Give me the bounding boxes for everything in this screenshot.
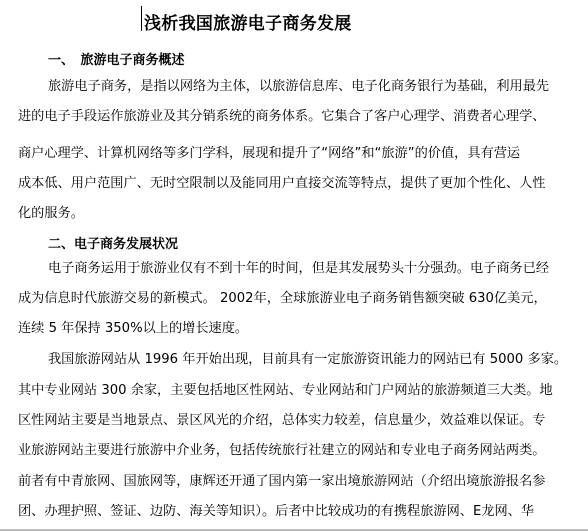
section1-line-5: 化的服务。 <box>18 206 84 221</box>
section2-p2-line-6: 团、办理护照、签证、边防、海关等知识）。后者中比较成功的有携程旅游网、E龙网、华 <box>18 504 535 519</box>
section1-line-1: 旅游电子商务，是指以网络为主体，以旅游信息库、电子化商务银行为基础，利用最先 <box>48 79 550 94</box>
section2-p1-line-3: 连续 5 年保持 350%以上的增长速度。 <box>18 321 249 336</box>
section2-p2-line-4: 业旅游网站主要进行旅游中介业务，包括传统旅行社建立的网站和专业电子商务网站两类。 <box>18 443 546 458</box>
section2-p1-line-1: 电子商务运用于旅游业仅有不到十年的时间，但是其发展势头十分强劲。电子商务已经 <box>48 261 550 276</box>
section2-p2-line-2: 其中专业网站 300 余家，主要包括地区性网站、专业网站和门户网站的旅游频道三大类。地 <box>18 383 553 398</box>
section2-p1-line-2: 成为信息时代旅游交易的新模式。 2002年，全球旅游业电子商务销售额突破 630亿美元， <box>18 291 547 306</box>
section2-p2-line-1: 我国旅游网站从 1996 年开始出现，目前具有一定旅游资讯能力的网站已有 5000 多家。 <box>48 352 568 367</box>
section1-line-4: 成本低、用户范围广、无时空限制以及能同用户直接交流等特点，提供了更加个性化、人性 <box>18 176 546 191</box>
text-cursor <box>141 6 142 31</box>
section2-p2-line-3: 区性网站主要是当地景点、景区风光的介绍，总体实力较差，信息量少，效益难以保证。专 <box>18 413 546 428</box>
section2-p2-line-5: 前者有中青旅网、国旅网等，康辉还开通了国内第一家出境旅游网站（介绍出境旅游报名参 <box>18 474 546 489</box>
section1-heading: 一、 旅游电子商务概述 <box>48 53 185 68</box>
section2-heading: 二、电子商务发展状况 <box>48 237 179 252</box>
section1-line-3: 商户心理学、计算机网络等多门学科，展现和提升了“网络”和“旅游”的价值，具有营运 <box>18 146 521 161</box>
document-title: 浅析我国旅游电子商务发展 <box>144 14 352 34</box>
section1-line-2: 进的电子手段运作旅游业及其分销系统的商务体系。它集合了客户心理学、消费者心理学、 <box>18 109 546 124</box>
